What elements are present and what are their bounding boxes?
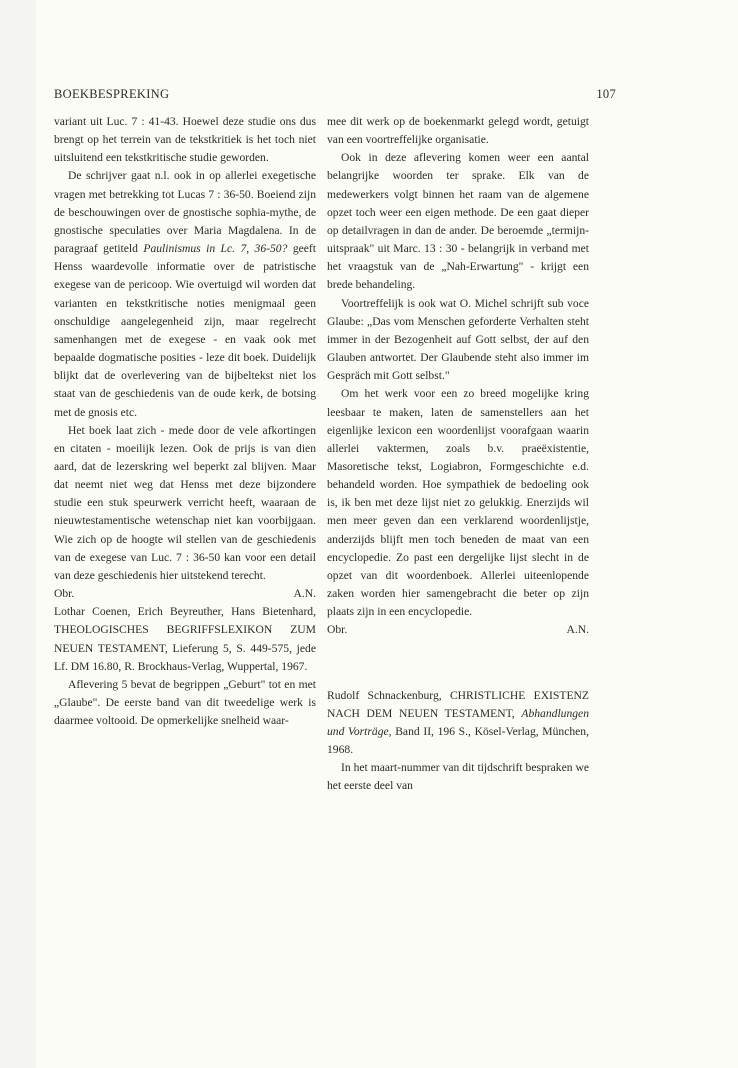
book-reference: [327, 687, 589, 760]
book-reference: Lothar Coenen, Erich Beyreuther, Hans Bietenhard, THEOLOGISCHES BEGRIFFSLEXIKON ZUM NEUEN TESTAMENT, Lieferung 5, S. 449-575, jede Lf. DM 16.80, R. Brockhaus-Verlag, Wuppertal, 1967.: [54, 605, 316, 673]
review-signature: [327, 621, 589, 639]
signature-place: Obr.: [327, 623, 348, 637]
paragraph: In het maart-nummer van dit tijdschrift bespraken we het eerste deel van: [327, 761, 589, 793]
signature-initials: A.N.: [293, 587, 316, 601]
reference-text: Band II, 196 S., Kösel-Verlag, München, 1968.: [327, 724, 589, 756]
paragraph: [54, 167, 316, 421]
paragraph: variant uit Luc. 7 : 41-43. Hoewel deze studie ons dus brengt op het terrein van de tekstkritiek is het toch niet uitsluitend een tekstkritische studie geworden.: [54, 115, 316, 165]
section-title-italic: Paulinismus in Lc. 7, 36-50?: [143, 242, 288, 256]
reference-text: Rudolf Schnackenburg, CHRISTLICHE EXISTENZ NACH DEM NEUEN TESTAMENT,: [327, 688, 589, 720]
left-column: [54, 113, 316, 730]
review-signature: [54, 585, 316, 603]
page-number: 107: [596, 87, 616, 101]
reference-series-italic: Abhandlungen und Vorträge,: [327, 706, 589, 738]
signature-initials: A.N.: [566, 623, 589, 637]
paragraph: Het boek laat zich - mede door de vele afkortingen en citaten - moeilijk lezen. Ook de prijs is van dien aard, dat de lezerskring wel beperkt zal blijven. Maar dat neemt niet weg dat Henss met deze bijzondere studie een stuk speurwerk verricht heeft, waaraan de nieuwtestamentische wetenschap niet kan voorbijgaan. Wie zich op de hoogte wil stellen van de geschiedenis van de exegese van Luc. 7 : 36-50 kan voor een detail van deze geschiedenis hier uitstekend terecht.: [54, 423, 316, 582]
paragraph-text: geeft Henss waardevolle informatie over de patristische exegese van de pericoop. Wie overtuigd wil worden dat varianten en tekstkritische noties menigmaal geen onschuldige aangelegenheid zijn, maar regelrecht samenhangen met de exegese - en vaak ook met bepaalde dogmatische posities - leze dit boek. Duidelijk blijkt dat de overlevering van de bijbeltekst niet los staat van de geschiedenis van de oude kerk, de botsing met de gnosis etc.: [54, 242, 316, 419]
running-title: BOEKBESPREKING: [54, 87, 170, 101]
paragraph: Voortreffelijk is ook wat O. Michel schrijft sub voce Glaube: „Das vom Menschen geforderte Verhalten steht immer in der Bezogenheit auf Gott selbst, der auf den Glauben antwortet. Der Glaubende steht also immer im Gespräch mit Gott selbst.": [327, 296, 589, 383]
paragraph: mee dit werk op de boekenmarkt gelegd wordt, getuigt van een voortreffelijke organisatie.: [327, 115, 589, 147]
scan-margin: [0, 0, 36, 1068]
paragraph: Om het werk voor een zo breed mogelijke kring leesbaar te maken, laten de samenstellers aan het eigenlijke lexicon een woordenlijst voorafgaan waarin allerlei vaktermen, zoals b.v. praeëxistentie, Masoretische tekst, Logiabron, Formgeschichte e.d. behandeld worden. Hoe sympathiek de bedoeling ook is, ik ben met deze lijst niet zo gelukkig. Enerzijds wil men meer geven dan een verklarend woordenlijstje, anderzijds blijft men toch beneden de maat van een encyclopedie. Zo past een dergelijke lijst slecht in de opzet van dit woordenboek. Allerlei uiteenlopende zaken worden hier samengebracht die beter op zijn plaats zijn in een encyclopedie.: [327, 387, 589, 619]
paragraph-text: De schrijver gaat n.l. ook in op allerlei exegetische vragen met betrekking tot Lucas 7 : 36-50. Boeiend zijn de beschouwingen over de gnostische sophia-mythe, de gnostische speculaties over Maria Magdalena. In de paragraaf getiteld: [54, 169, 316, 256]
paragraph: Ook in deze aflevering komen weer een aantal belangrijke woorden ter sprake. Elk van de medewerkers volgt binnen het raam van de algemene opzet toch weer een eigen methode. De een gaat dieper op detailvragen in dan de ander. De beroemde „termijn-uitspraak" uit Marc. 13 : 30 - belangrijk in verband met het vraagstuk van de „Nah-Erwartung" - krijgt een brede behandeling.: [327, 151, 589, 292]
signature-place: Obr.: [54, 587, 75, 601]
paragraph: Aflevering 5 bevat de begrippen „Geburt" tot en met „Glaube". De eerste band van dit tweedelige werk is daarmee voltooid. De opmerkelijke snelheid waar-: [54, 677, 316, 728]
right-column: [327, 113, 589, 795]
